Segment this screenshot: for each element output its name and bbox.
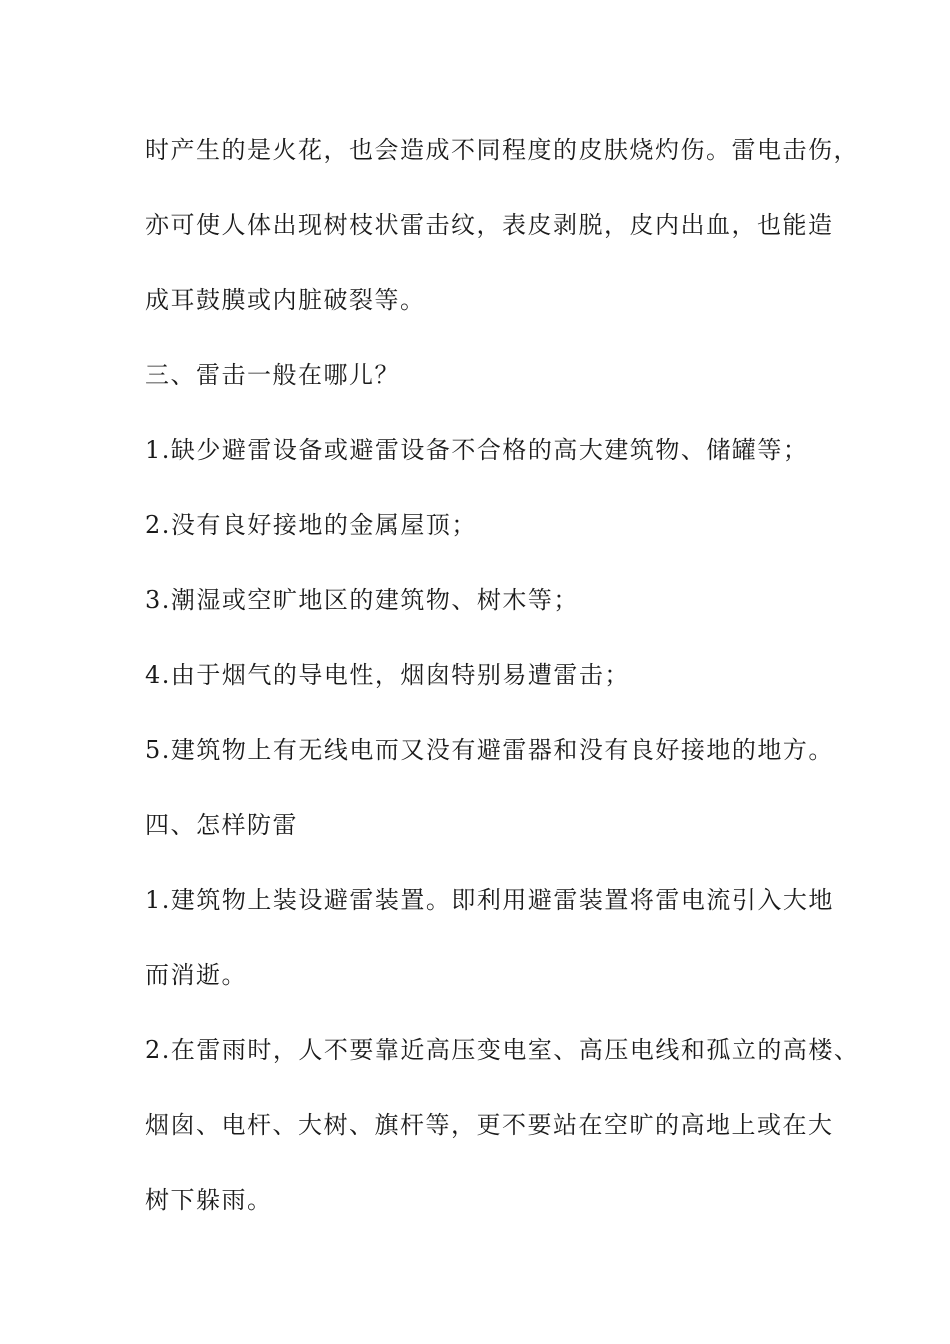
section-heading: 三、雷击一般在哪儿？ [145,361,400,389]
list-item: 5.建筑物上有无线电而又没有避雷器和没有良好接地的地方。 [145,736,834,764]
list-item-continuation: 而消逝。 [145,961,247,989]
list-item: 1.建筑物上装设避雷装置。即利用避雷装置将雷电流引入大地 [145,886,834,914]
paragraph-line: 时产生的是火花，也会造成不同程度的皮肤烧灼伤。雷电击伤， [145,136,859,164]
list-item: 2.没有良好接地的金属屋顶； [145,511,477,539]
list-item: 2.在雷雨时，人不要靠近高压变电室、高压电线和孤立的高楼、 [145,1036,860,1064]
list-item: 4.由于烟气的导电性，烟囱特别易遭雷击； [145,661,630,689]
list-item-continuation: 烟囱、电杆、大树、旗杆等，更不要站在空旷的高地上或在大 [145,1111,834,1139]
paragraph-line: 成耳鼓膜或内脏破裂等。 [145,286,426,314]
list-item: 1.缺少避雷设备或避雷设备不合格的高大建筑物、储罐等； [145,436,809,464]
paragraph-line: 亦可使人体出现树枝状雷击纹，表皮剥脱，皮内出血，也能造 [145,211,834,239]
section-heading: 四、怎样防雷 [145,811,298,839]
list-item: 3.潮湿或空旷地区的建筑物、树木等； [145,586,579,614]
list-item-continuation: 树下躲雨。 [145,1186,273,1214]
